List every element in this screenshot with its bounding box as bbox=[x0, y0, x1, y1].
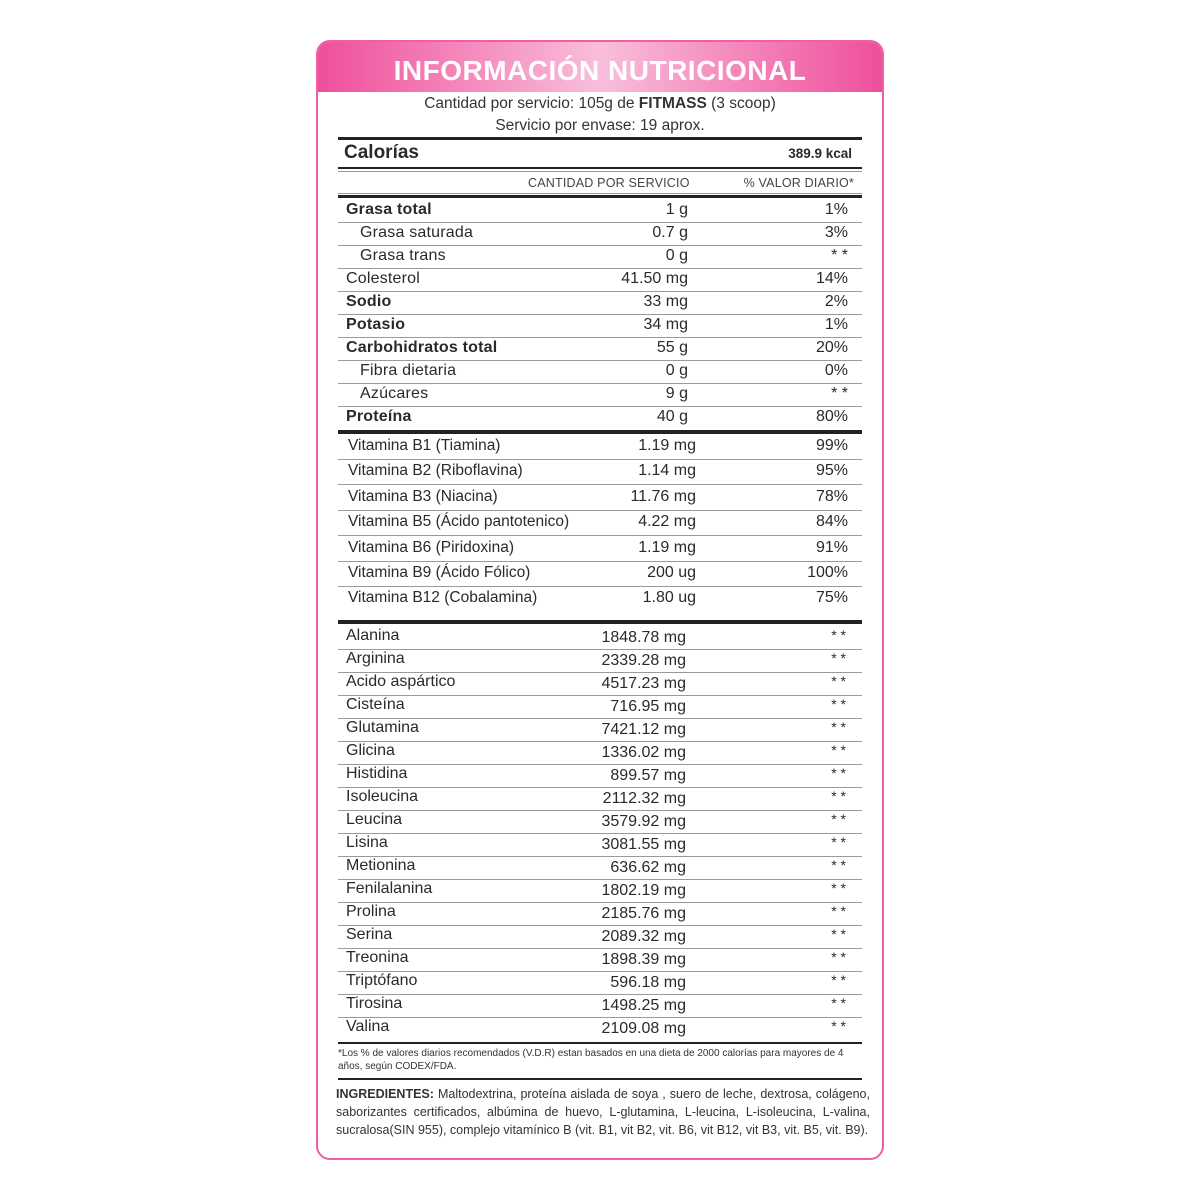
table-row bbox=[338, 510, 862, 535]
row-amount: 2112.32 mg bbox=[602, 790, 686, 807]
row-daily-value: * * bbox=[831, 673, 846, 689]
table-row bbox=[338, 857, 862, 880]
row-name: Alanina bbox=[346, 627, 400, 644]
row-amount: 2339.28 mg bbox=[601, 652, 686, 669]
row-amount: 0 g bbox=[665, 362, 688, 379]
row-amount: 41.50 mg bbox=[621, 270, 688, 287]
row-name: Azúcares bbox=[360, 385, 429, 402]
row-name: Prolina bbox=[346, 903, 396, 920]
row-name: Fibra dietaria bbox=[360, 362, 457, 379]
row-daily-value: * * bbox=[831, 650, 846, 666]
serving-size-prefix: Cantidad por servicio: 105g de bbox=[424, 95, 639, 112]
table-row bbox=[338, 811, 862, 834]
table-row bbox=[338, 586, 862, 611]
row-amount: 2109.08 mg bbox=[601, 1020, 686, 1037]
column-header-amount: CANTIDAD POR SERVICIO bbox=[528, 176, 690, 190]
row-name: Metionina bbox=[346, 857, 416, 874]
row-daily-value: 99% bbox=[815, 437, 848, 454]
row-amount: 1.19 mg bbox=[638, 538, 696, 556]
row-amount: 9 g bbox=[665, 385, 688, 402]
table-row bbox=[338, 223, 862, 246]
serving-size bbox=[318, 94, 882, 114]
row-daily-value: * * bbox=[831, 857, 846, 873]
row-daily-value: * * bbox=[831, 247, 848, 264]
row-daily-value: * * bbox=[831, 765, 846, 781]
row-name: Leucina bbox=[346, 811, 403, 828]
row-daily-value: * * bbox=[831, 995, 846, 1011]
row-name: Glutamina bbox=[346, 719, 419, 736]
row-daily-value: * * bbox=[831, 926, 846, 942]
table-row bbox=[338, 696, 862, 719]
row-daily-value: * * bbox=[831, 949, 846, 965]
row-name: Vitamina B6 (Piridoxina) bbox=[348, 538, 514, 556]
row-amount: 0.7 g bbox=[652, 224, 688, 241]
row-daily-value: 0% bbox=[824, 362, 848, 379]
row-name: Triptófano bbox=[346, 972, 418, 989]
row-name: Acido aspártico bbox=[346, 673, 456, 690]
divider bbox=[338, 1042, 862, 1044]
row-amount: 1802.19 mg bbox=[601, 882, 686, 899]
row-amount: 899.57 mg bbox=[610, 767, 686, 784]
servings-per-container: Servicio por envase: 19 aprox. bbox=[495, 117, 705, 134]
row-amount: 1.14 mg bbox=[638, 462, 696, 480]
table-row bbox=[338, 561, 862, 586]
row-amount: 40 g bbox=[656, 408, 688, 425]
row-amount: 2089.32 mg bbox=[601, 928, 686, 945]
row-daily-value: 3% bbox=[824, 224, 848, 241]
table-row bbox=[338, 650, 862, 673]
row-daily-value: * * bbox=[831, 903, 846, 919]
row-daily-value: * * bbox=[831, 972, 846, 988]
calories-value: 389.9 kcal bbox=[788, 146, 852, 161]
row-amount: 1848.78 mg bbox=[601, 629, 686, 646]
table-row bbox=[338, 338, 862, 361]
divider-thick bbox=[338, 137, 862, 140]
table-row bbox=[338, 384, 862, 407]
table-row bbox=[338, 949, 862, 972]
row-daily-value: 100% bbox=[807, 564, 848, 581]
row-name: Histidina bbox=[346, 765, 408, 782]
row-daily-value: * * bbox=[831, 834, 846, 850]
row-amount: 55 g bbox=[656, 339, 688, 356]
row-amount: 3579.92 mg bbox=[601, 813, 686, 830]
table-row bbox=[338, 1018, 862, 1041]
row-amount: 716.95 mg bbox=[610, 698, 686, 715]
panel-title: INFORMACIÓN NUTRICIONAL bbox=[393, 55, 807, 86]
row-amount: 4.22 mg bbox=[638, 513, 696, 531]
table-row bbox=[338, 536, 862, 561]
brand-name: FITMASS bbox=[638, 95, 707, 112]
table-row bbox=[338, 880, 862, 903]
row-name: Serina bbox=[346, 926, 393, 943]
table-row bbox=[338, 834, 862, 857]
table-row bbox=[338, 292, 862, 315]
row-amount: 4517.23 mg bbox=[601, 675, 686, 692]
table-row bbox=[338, 765, 862, 788]
divider-thin bbox=[338, 171, 862, 172]
row-daily-value: * * bbox=[831, 788, 846, 804]
row-name: Vitamina B3 (Niacina) bbox=[348, 487, 498, 505]
row-amount: 1498.25 mg bbox=[601, 997, 686, 1014]
row-amount: 33 mg bbox=[643, 293, 688, 310]
row-name: Colesterol bbox=[346, 270, 421, 287]
row-amount: 1336.02 mg bbox=[601, 744, 686, 761]
row-name: Grasa trans bbox=[360, 247, 446, 264]
row-amount: 3081.55 mg bbox=[601, 836, 686, 853]
table-row bbox=[338, 485, 862, 510]
nutrition-panel bbox=[316, 40, 884, 1160]
row-amount: 1898.39 mg bbox=[601, 951, 686, 968]
row-name: Glicina bbox=[346, 742, 395, 759]
row-amount: 636.62 mg bbox=[610, 859, 686, 876]
row-amount: 200 ug bbox=[647, 564, 696, 581]
ingredients bbox=[336, 1085, 870, 1139]
table-row bbox=[338, 246, 862, 269]
row-daily-value: * * bbox=[831, 696, 846, 712]
table-row bbox=[338, 995, 862, 1018]
row-daily-value: 78% bbox=[815, 487, 848, 505]
row-amount: 34 mg bbox=[643, 316, 688, 333]
row-daily-value: 80% bbox=[815, 408, 848, 425]
row-name: Treonina bbox=[346, 949, 409, 966]
row-daily-value: 1% bbox=[824, 316, 848, 333]
row-daily-value: 14% bbox=[815, 270, 848, 287]
row-amount: 0 g bbox=[665, 247, 688, 264]
row-name: Grasa saturada bbox=[360, 224, 474, 241]
row-name: Arginina bbox=[346, 650, 405, 667]
row-name: Vitamina B2 (Riboflavina) bbox=[348, 462, 523, 480]
row-daily-value: 1% bbox=[824, 201, 848, 218]
divider-thick bbox=[338, 195, 862, 198]
table-row bbox=[338, 972, 862, 995]
row-amount: 596.18 mg bbox=[610, 974, 686, 991]
row-daily-value: 91% bbox=[815, 538, 848, 556]
row-name: Sodio bbox=[346, 293, 392, 310]
table-row bbox=[338, 200, 862, 223]
table-row bbox=[338, 434, 862, 459]
row-name: Tirosina bbox=[346, 995, 403, 1012]
table-row bbox=[338, 719, 862, 742]
row-name: Cisteína bbox=[346, 696, 405, 713]
table-row bbox=[338, 926, 862, 949]
row-amount: 2185.76 mg bbox=[601, 905, 686, 922]
footnote: *Los % de valores diarios recomendados (V.D.R) estan basados en una dieta de 2000 calorías para mayores de 4 años, según CODEX/FDA. bbox=[338, 1048, 844, 1072]
row-name: Isoleucina bbox=[346, 788, 419, 805]
row-name: Vitamina B5 (Ácido pantotenico) bbox=[348, 513, 570, 531]
divider-thick bbox=[338, 620, 862, 624]
row-name: Vitamina B9 (Ácido Fólico) bbox=[348, 564, 531, 581]
table-row bbox=[338, 742, 862, 765]
ingredients-text: Maltodextrina, proteína aislada de soya , suero de leche, dextrosa, colágeno, saborizantes certificados, albúmina de huevo, L-glutamina, L-leucina, L-isoleucina, L-valina, sucralosa(SIN 955), complejo vitamínico B (vit. B1, vit B2, vit. B6, vit B12, vit B3, vit. B5, vit. B9). bbox=[336, 1087, 870, 1137]
row-name: Lisina bbox=[346, 834, 388, 851]
row-daily-value: * * bbox=[831, 719, 846, 735]
row-name: Potasio bbox=[346, 316, 406, 333]
row-amount: 1.19 mg bbox=[638, 437, 696, 454]
row-name: Grasa total bbox=[346, 201, 432, 218]
row-daily-value: * * bbox=[831, 385, 848, 402]
row-daily-value: 2% bbox=[824, 293, 848, 310]
row-daily-value: * * bbox=[831, 1018, 846, 1034]
ingredients-label: INGREDIENTES: bbox=[336, 1087, 434, 1101]
table-row bbox=[338, 407, 862, 430]
table-row bbox=[338, 673, 862, 696]
divider bbox=[338, 1078, 862, 1080]
row-daily-value: 20% bbox=[815, 339, 848, 356]
calories-label: Calorías bbox=[344, 142, 419, 163]
table-row bbox=[338, 315, 862, 338]
row-daily-value: 84% bbox=[815, 513, 848, 531]
table-row bbox=[338, 269, 862, 292]
row-amount: 1.80 ug bbox=[642, 589, 696, 607]
row-daily-value: 75% bbox=[815, 589, 848, 607]
row-name: Vitamina B1 (Tiamina) bbox=[348, 437, 501, 454]
row-name: Fenilalanina bbox=[346, 880, 433, 897]
row-amount: 1 g bbox=[665, 201, 688, 218]
row-daily-value: * * bbox=[831, 627, 846, 643]
row-daily-value: * * bbox=[831, 811, 846, 827]
row-daily-value: * * bbox=[831, 742, 846, 758]
row-amount: 7421.12 mg bbox=[601, 721, 686, 738]
row-name: Vitamina B12 (Cobalamina) bbox=[348, 589, 538, 607]
table-row bbox=[338, 903, 862, 926]
table-row bbox=[338, 459, 862, 484]
divider-thin bbox=[338, 193, 862, 194]
table-row bbox=[338, 788, 862, 811]
row-name: Carbohidratos total bbox=[346, 339, 498, 356]
row-amount: 11.76 mg bbox=[630, 487, 696, 505]
column-header-daily-value: % VALOR DIARIO* bbox=[743, 176, 854, 190]
title-band bbox=[318, 42, 882, 92]
divider bbox=[338, 167, 862, 169]
row-daily-value: 95% bbox=[815, 462, 848, 480]
serving-size-suffix: (3 scoop) bbox=[706, 95, 776, 112]
row-daily-value: * * bbox=[831, 880, 846, 896]
row-name: Valina bbox=[346, 1018, 390, 1035]
table-row bbox=[338, 627, 862, 650]
table-row bbox=[338, 361, 862, 384]
row-name: Proteína bbox=[346, 408, 412, 425]
